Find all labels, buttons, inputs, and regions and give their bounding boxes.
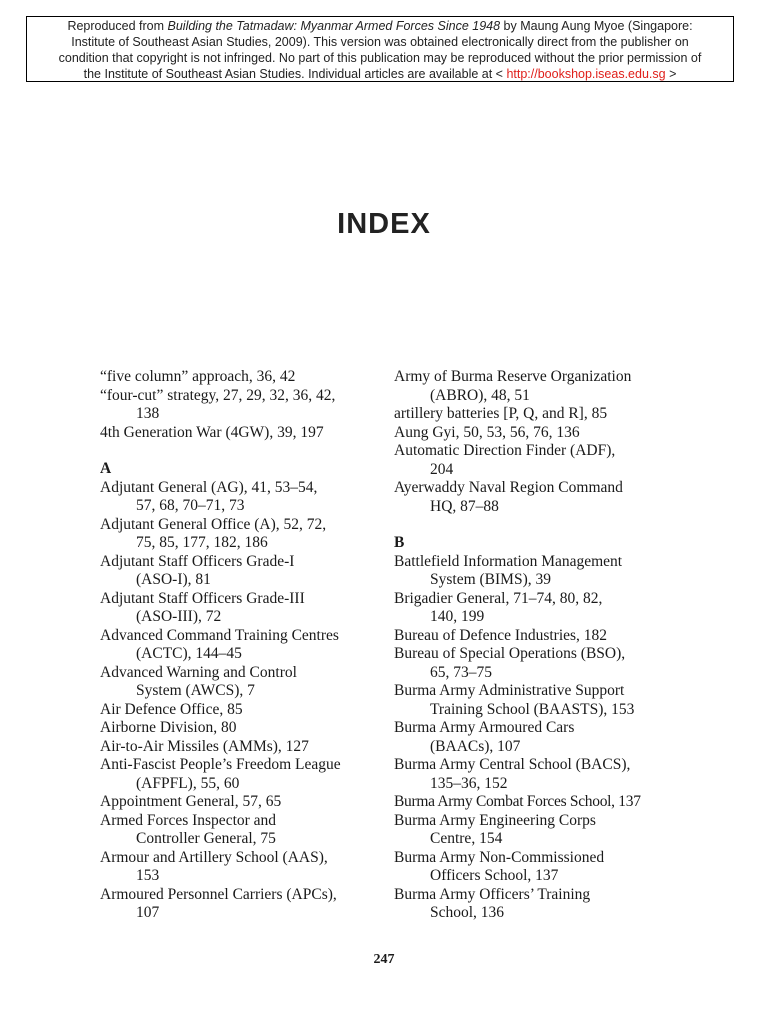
index-entry-continuation: 75, 85, 177, 182, 186 [136, 534, 268, 551]
bookshop-link[interactable]: http://bookshop.iseas.edu.sg [506, 67, 666, 81]
index-column-right [394, 368, 694, 923]
copyright-notice [26, 16, 734, 82]
index-entry: Automatic Direction Finder (ADF), [394, 442, 616, 459]
index-entry: “four-cut” strategy, 27, 29, 32, 36, 42, [100, 386, 336, 404]
index-entry-continuation: 153 [136, 867, 160, 884]
index-entry-continuation: (AFPFL), 55, 60 [136, 774, 240, 792]
index-entry: Bureau of Defence Industries, 182 [394, 626, 608, 644]
index-entry: Adjutant General Office (A), 52, 72, [100, 515, 327, 533]
notice-line-3: condition that copyright is not infringed. No part of this publication may be reproduced without the prior permission of [58, 51, 702, 65]
index-entry: Armour and Artillery School (AAS), [100, 848, 328, 866]
index-entry-continuation: (ASO-III), 72 [136, 608, 222, 625]
notice-line-4: the Institute of Southeast Asian Studies. Individual articles are available at < http://bookshop.iseas.edu.sg > [83, 67, 677, 81]
index-entry: Bureau of Special Operations (BSO), [394, 645, 626, 662]
index-entry: Army of Burma Reserve Organization [394, 368, 632, 385]
index-entry: Advanced Warning and Control [100, 663, 297, 681]
index-entry: Appointment General, 57, 65 [100, 793, 282, 810]
index-entry: Burma Army Engineering Corps [394, 811, 596, 829]
section-letter-a: A [100, 460, 112, 477]
index-entry: 4th Generation War (4GW), 39, 197 [100, 423, 324, 441]
index-entry: Air Defence Office, 85 [100, 700, 243, 718]
index-entry: artillery batteries [P, Q, and R], 85 [394, 405, 608, 422]
index-entry-continuation: Training School (BAASTS), 153 [430, 700, 635, 718]
index-entry: Burma Army Non-Commissioned [394, 848, 605, 866]
index-entry: Anti-Fascist People’s Freedom League [100, 756, 341, 773]
index-entry-continuation: System (BIMS), 39 [430, 571, 551, 588]
index-column-left [100, 368, 390, 923]
index-entry-continuation: HQ, 87–88 [430, 497, 499, 515]
index-entry-continuation: 65, 73–75 [430, 663, 492, 681]
index-entry: “five column” approach, 36, 42 [100, 368, 296, 385]
page-title: INDEX [337, 208, 431, 240]
section-letter-b: B [394, 534, 405, 551]
index-entry: Brigadier General, 71–74, 80, 82, [394, 589, 603, 607]
index-entry-continuation: School, 136 [430, 904, 505, 921]
index-entry-continuation: 135–36, 152 [430, 774, 508, 792]
index-entry-continuation: 138 [136, 405, 160, 422]
index-entry: Adjutant General (AG), 41, 53–54, [100, 478, 318, 496]
notice-line-1: Reproduced from Building the Tatmadaw: Myanmar Armed Forces Since 1948 by Maung Aung Myoe (Singapore: [67, 19, 693, 33]
index-entry: Battlefield Information Management [394, 552, 623, 570]
index-entry-continuation: Controller General, 75 [136, 830, 276, 847]
index-entry-continuation: 204 [430, 460, 454, 478]
index-entry: Burma Army Combat Forces School, 137 [394, 793, 641, 810]
index-entry: Advanced Command Training Centres [100, 626, 339, 644]
notice-line-2: Institute of Southeast Asian Studies, 2009). This version was obtained electronically direct from the publisher on [71, 35, 689, 49]
index-entry: Burma Army Central School (BACS), [394, 756, 631, 773]
index-entry: Armoured Personnel Carriers (APCs), [100, 885, 337, 903]
index-entry-continuation: 107 [136, 904, 160, 921]
index-entry: Burma Army Administrative Support [394, 682, 625, 699]
index-entry: Armed Forces Inspector and [100, 811, 277, 829]
index-entry-continuation: 140, 199 [430, 608, 485, 625]
index-entry-continuation: System (AWCS), 7 [136, 682, 255, 699]
index-entry: Ayerwaddy Naval Region Command [394, 479, 623, 496]
index-entry-continuation: (ABRO), 48, 51 [430, 386, 530, 404]
index-entry: Burma Army Officers’ Training [394, 885, 591, 903]
index-entry-continuation: Centre, 154 [430, 830, 503, 847]
index-entry: Adjutant Staff Officers Grade-III [100, 589, 305, 607]
index-entry: Airborne Division, 80 [100, 719, 237, 736]
index-entry-continuation: 57, 68, 70–71, 73 [136, 497, 245, 514]
index-entry: Adjutant Staff Officers Grade-I [100, 552, 295, 570]
index-entry-continuation: (ASO-I), 81 [136, 571, 211, 588]
book-title: Building the Tatmadaw: Myanmar Armed Forces Since 1948 [167, 19, 501, 33]
index-entry-continuation: (BAACs), 107 [430, 737, 521, 755]
index-entry: Air-to-Air Missiles (AMMs), 127 [100, 737, 309, 755]
page-number: 247 [373, 952, 395, 967]
index-entry-continuation: Officers School, 137 [430, 867, 559, 884]
index-entry: Burma Army Armoured Cars [394, 719, 575, 736]
index-entry-continuation: (ACTC), 144–45 [136, 645, 242, 662]
index-entry: Aung Gyi, 50, 53, 56, 76, 136 [394, 423, 580, 441]
